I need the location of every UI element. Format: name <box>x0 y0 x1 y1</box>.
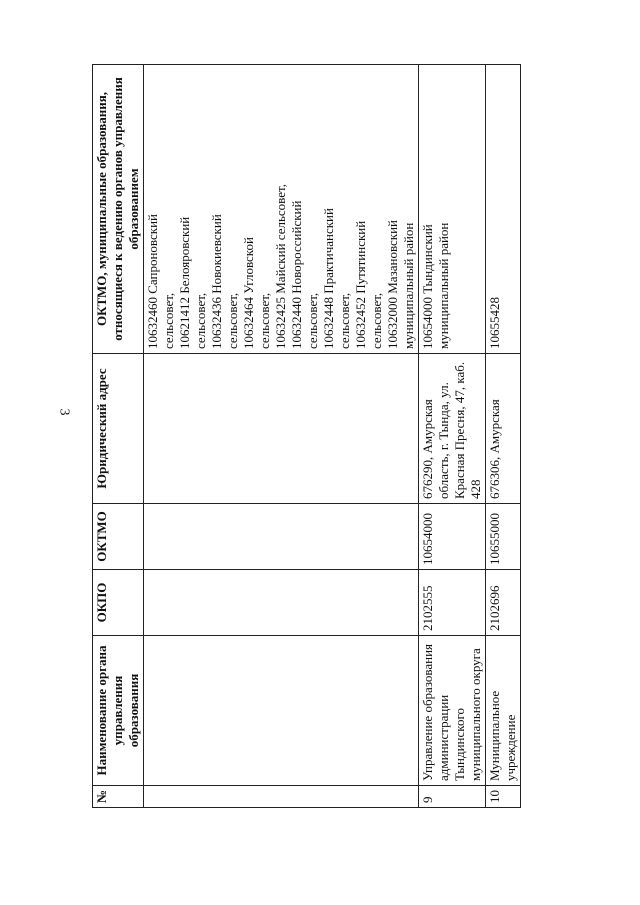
cell-oktmo-mo <box>419 65 486 354</box>
cell-address: 676290, Амурская область, г. Тында, ул. Красная Пресня, 47, каб. 428 <box>419 354 486 504</box>
oktmo-mo-line: 10621412 Белояровский <box>177 216 192 349</box>
cell-address <box>144 354 419 504</box>
table-row <box>486 65 521 808</box>
header-oktmo-mo: ОКТМО, муниципальные образования, относящиеся к ведению органов управления образованием <box>93 65 144 354</box>
oktmo-mo-line: муниципальный район <box>401 222 416 349</box>
cell-name <box>144 636 419 786</box>
oktmo-mo-line: 10654000 Тындинский <box>420 224 435 349</box>
page-number: 3 <box>56 408 72 416</box>
table-row <box>419 65 486 808</box>
oktmo-mo-line: 10655428 <box>487 297 502 349</box>
cell-num: 10 <box>486 786 521 808</box>
oktmo-mo-line: 10632464 Угловской <box>241 237 256 349</box>
table-header-row <box>93 65 144 808</box>
cell-num <box>144 786 419 808</box>
oktmo-mo-line: 10632460 Сапроновский <box>145 214 160 349</box>
oktmo-mo-line: сельсовет, <box>305 292 320 349</box>
cell-okpo: 2102555 <box>419 570 486 636</box>
header-address: Юридический адрес <box>93 354 144 504</box>
education-authorities-table <box>92 64 521 808</box>
oktmo-mo-line: 10632425 Майский сельсовет, <box>273 184 288 349</box>
header-oktmo: ОКТМО <box>93 504 144 570</box>
oktmo-mo-line: 10632440 Новороссийский <box>289 200 304 349</box>
cell-oktmo <box>144 504 419 570</box>
oktmo-mo-line: сельсовет, <box>369 292 384 349</box>
oktmo-mo-line: сельсовет, <box>337 292 352 349</box>
cell-oktmo-mo <box>144 65 419 354</box>
oktmo-mo-line: 10632448 Практичанский <box>321 208 336 349</box>
header-num: № <box>93 786 144 808</box>
oktmo-mo-line: сельсовет, <box>225 292 240 349</box>
header-okpo: ОКПО <box>93 570 144 636</box>
oktmo-mo-line: сельсовет, <box>257 292 272 349</box>
cell-name: Муниципальное учреждение <box>486 636 521 786</box>
cell-okpo: 2102696 <box>486 570 521 636</box>
cell-oktmo: 10655000 <box>486 504 521 570</box>
oktmo-mo-line: 10632436 Новокиевский <box>209 214 224 349</box>
rotated-table-wrapper <box>92 64 562 808</box>
cell-oktmo-mo <box>486 65 521 354</box>
oktmo-mo-line: муниципальный район <box>436 222 451 349</box>
cell-name: Управление образования администрации Тындинского муниципального округа <box>419 636 486 786</box>
oktmo-mo-line: сельсовет, <box>161 292 176 349</box>
oktmo-mo-line: сельсовет, <box>193 292 208 349</box>
oktmo-mo-line: 10632000 Мазановский <box>385 219 400 349</box>
cell-oktmo: 10654000 <box>419 504 486 570</box>
oktmo-mo-line: 10632452 Путятинский <box>353 220 368 349</box>
cell-num: 9 <box>419 786 486 808</box>
cell-address: 676306, Амурская <box>486 354 521 504</box>
header-name: Наименование органа управления образования <box>93 636 144 786</box>
table-row <box>144 65 419 808</box>
cell-okpo <box>144 570 419 636</box>
